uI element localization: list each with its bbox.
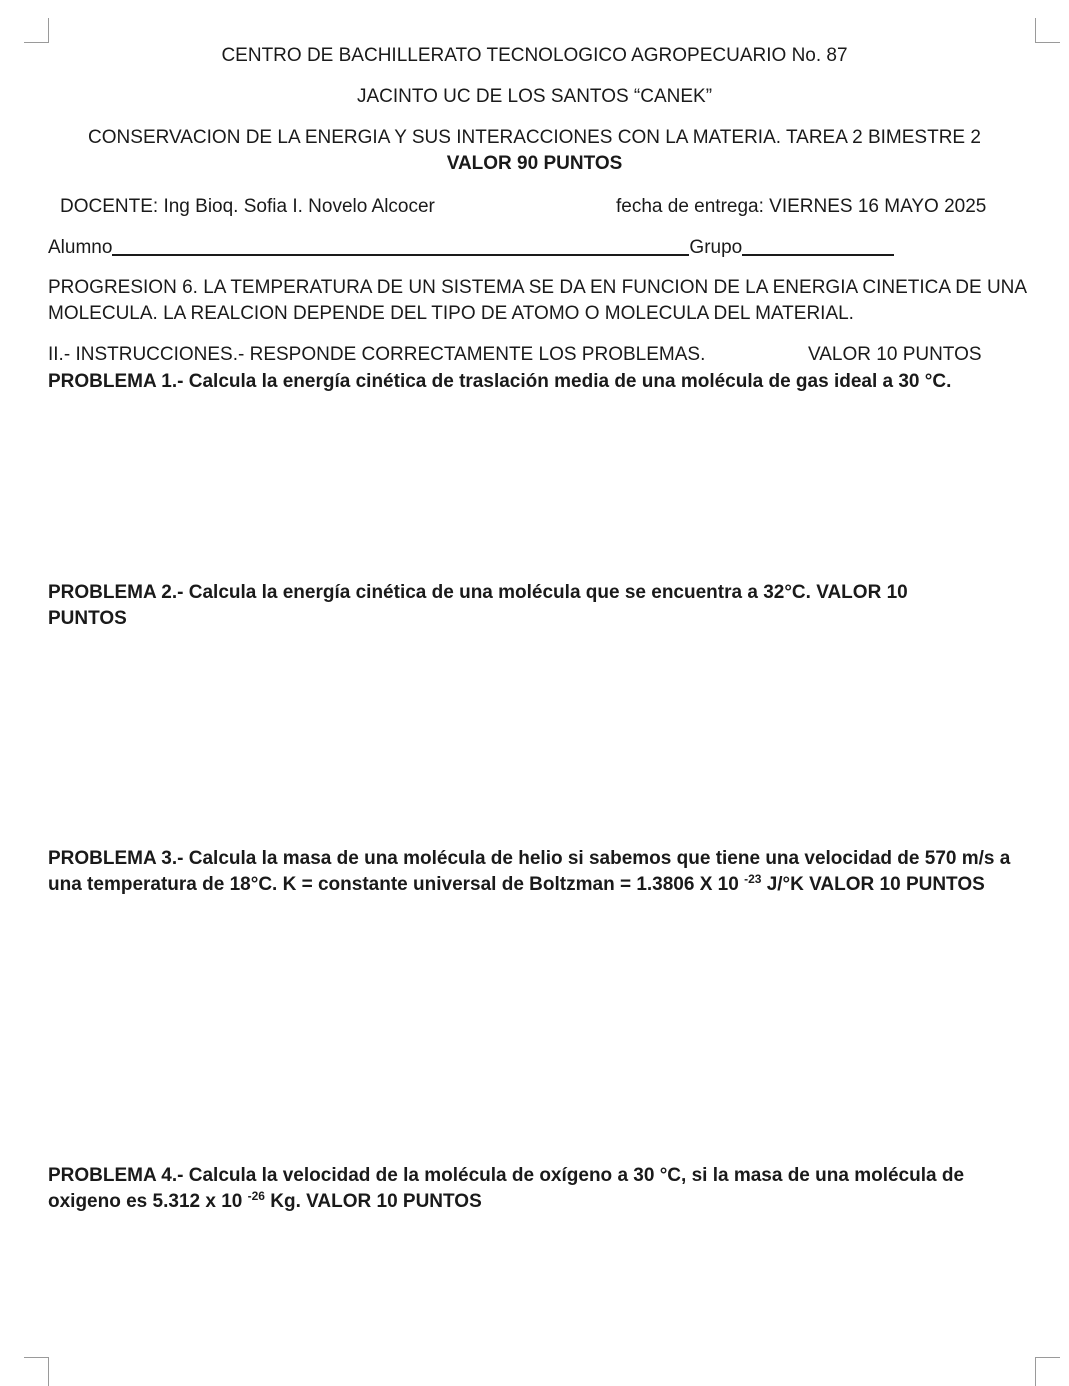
school-name: CENTRO DE BACHILLERATO TECNOLOGICO AGROPECUARIO No. 87 [221,45,848,66]
subject-title: CONSERVACION DE LA ENERGIA Y SUS INTERACCIONES CON LA MATERIA. TAREA 2 BIMESTRE 2 [88,127,981,148]
assignment-value: VALOR 90 PUNTOS [446,153,623,174]
problem-4-exponent: -26 [247,1189,265,1203]
teacher-name: DOCENTE: Ing Bioq. Sofia I. Novelo Alcocer [60,196,435,217]
problem-2: PROBLEMA 2.- Calcula la energía cinética de una molécula que se encuentra a 32°C. VALOR 10 PUNTOS [48,582,908,629]
problem-4-part1: PROBLEMA 4.- Calcula la velocidad de la molécula de oxígeno a 30 °C, si la masa de una molécula de oxigeno es 5.312 x 10 [48,1165,965,1212]
group-blank[interactable] [742,236,894,256]
student-group-row [48,235,894,261]
problem-4 [48,1163,1003,1215]
crop-mark-bottom-right [1035,1357,1060,1386]
due-date: fecha de entrega: VIERNES 16 MAYO 2025 [616,196,987,217]
instructions-text: II.- INSTRUCCIONES.- RESPONDE CORRECTAMENTE LOS PROBLEMAS. [48,344,706,365]
crop-mark-top-left [24,18,49,43]
problem-3-exponent: -23 [744,872,762,886]
student-name-blank[interactable] [112,236,689,256]
progression-statement: PROGRESION 6. LA TEMPERATURA DE UN SISTEMA SE DA EN FUNCION DE LA ENERGIA CINETICA DE UNA MOLECULA. LA REALCION DEPENDE DEL TIPO DE ATOMO O MOLECULA DEL MATERIAL. [48,277,1027,324]
group-label: Grupo [689,237,743,258]
problem-1: PROBLEMA 1.- Calcula la energía cinética de traslación media de una molécula de gas ideal a 30 °C. [48,371,952,392]
problem-3-part1: PROBLEMA 3.- Calcula la [48,848,283,869]
problem-4-part2: Kg. VALOR 10 PUNTOS [264,1191,482,1212]
crop-mark-top-right [1035,18,1060,43]
problem-3 [48,846,1013,898]
crop-mark-bottom-left [24,1357,49,1386]
campus-name: JACINTO UC DE LOS SANTOS “CANEK” [356,86,713,107]
instructions-value: VALOR 10 PUNTOS [808,344,982,365]
student-label: Alumno [48,237,113,258]
problem-3-part2: de una molécula de helio si sabemos que tiene una velocidad de 570 m/s a una temperatura de 18°C. K = constante universal de Boltzman = 1.3806 X 10 [48,848,1011,895]
problem-3-part3: J/°K VALOR 10 PUNTOS [761,874,985,895]
problem-3-bold-word: masa [282,848,332,869]
